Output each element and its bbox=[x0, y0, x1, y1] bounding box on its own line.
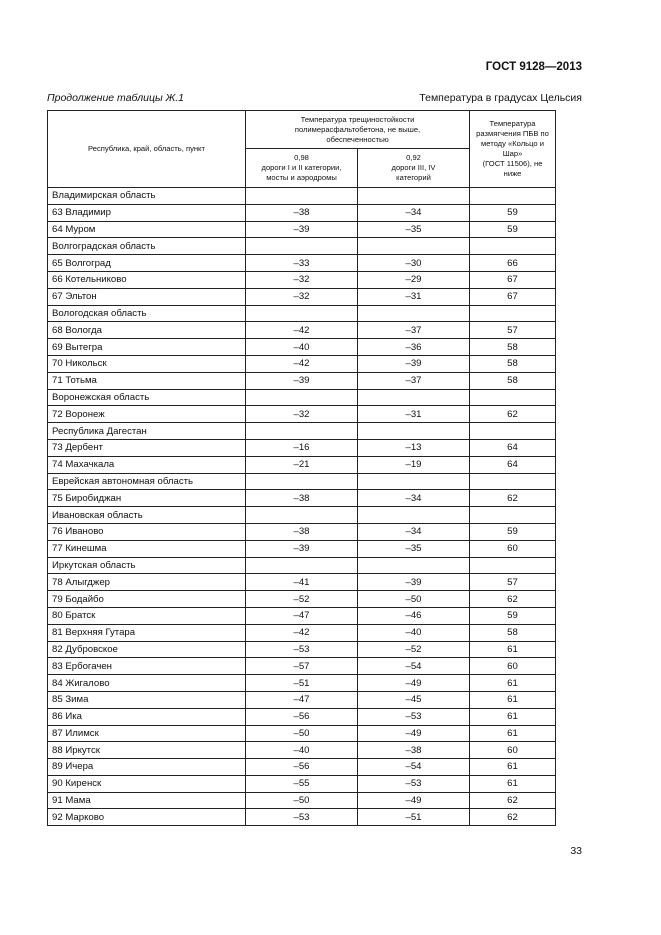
row-name-cell: 76 Иваново bbox=[48, 523, 246, 540]
softening-point-cell: 62 bbox=[470, 591, 556, 608]
row-name-cell: 87 Илимск bbox=[48, 725, 246, 742]
softening-point-cell bbox=[470, 305, 556, 322]
value-098-cell: –32 bbox=[246, 271, 358, 288]
value-098-cell: –33 bbox=[246, 255, 358, 272]
table-row bbox=[48, 507, 556, 524]
value-092-cell: –54 bbox=[358, 658, 470, 675]
row-name-cell: 78 Алыгджер bbox=[48, 574, 246, 591]
table-row bbox=[48, 708, 556, 725]
table-row bbox=[48, 255, 556, 272]
table-row bbox=[48, 305, 556, 322]
value-098-cell: –50 bbox=[246, 792, 358, 809]
softening-point-cell bbox=[470, 423, 556, 440]
value-092-cell: –40 bbox=[358, 624, 470, 641]
row-name-cell: 63 Владимир bbox=[48, 204, 246, 221]
table-row bbox=[48, 557, 556, 574]
table-row bbox=[48, 355, 556, 372]
softening-point-cell: 59 bbox=[470, 221, 556, 238]
value-098-cell bbox=[246, 389, 358, 406]
value-098-cell: –39 bbox=[246, 221, 358, 238]
table-row bbox=[48, 540, 556, 557]
row-name-cell: 68 Вологда bbox=[48, 322, 246, 339]
value-098-cell: –21 bbox=[246, 456, 358, 473]
row-name-cell: 73 Дербент bbox=[48, 439, 246, 456]
row-name-cell: 74 Махачкала bbox=[48, 456, 246, 473]
value-098-cell: –41 bbox=[246, 574, 358, 591]
softening-point-cell: 64 bbox=[470, 439, 556, 456]
header-crack-resistance-text: Температура трещиностойкости полимерасфальтобетона, не выше, обеспеченностью bbox=[294, 114, 421, 144]
table-row bbox=[48, 607, 556, 624]
value-098-cell: –39 bbox=[246, 540, 358, 557]
table-row bbox=[48, 775, 556, 792]
table-row bbox=[48, 271, 556, 288]
value-092-cell: –46 bbox=[358, 607, 470, 624]
value-098-cell: –32 bbox=[246, 406, 358, 423]
value-098-cell: –53 bbox=[246, 641, 358, 658]
value-092-cell: –35 bbox=[358, 540, 470, 557]
softening-point-cell: 62 bbox=[470, 490, 556, 507]
header-probability-092-text: 0,92 дороги III, IV категорий bbox=[391, 153, 436, 182]
value-098-cell: –53 bbox=[246, 809, 358, 826]
header-region: Республика, край, область, пункт bbox=[48, 111, 246, 188]
row-name-cell: 72 Воронеж bbox=[48, 406, 246, 423]
page-number: 33 bbox=[570, 845, 582, 857]
softening-point-cell: 58 bbox=[470, 339, 556, 356]
table-row bbox=[48, 204, 556, 221]
value-092-cell: –19 bbox=[358, 456, 470, 473]
table-row bbox=[48, 809, 556, 826]
table-row bbox=[48, 759, 556, 776]
value-098-cell: –38 bbox=[246, 490, 358, 507]
value-098-cell bbox=[246, 188, 358, 205]
softening-point-cell bbox=[470, 557, 556, 574]
row-name-cell: 75 Биробиджан bbox=[48, 490, 246, 507]
value-092-cell bbox=[358, 389, 470, 406]
header-crack-resistance bbox=[246, 111, 470, 149]
softening-point-cell: 61 bbox=[470, 691, 556, 708]
row-name-cell: 85 Зима bbox=[48, 691, 246, 708]
header-softening-point-text: Температура размягчения ПБВ по методу «Кольцо и Шар» (ГОСТ 11506), не ниже bbox=[476, 119, 549, 178]
table-row bbox=[48, 423, 556, 440]
value-098-cell: –56 bbox=[246, 708, 358, 725]
value-092-cell: –34 bbox=[358, 204, 470, 221]
table-row bbox=[48, 339, 556, 356]
row-name-cell: 64 Муром bbox=[48, 221, 246, 238]
softening-point-cell: 61 bbox=[470, 775, 556, 792]
value-092-cell bbox=[358, 507, 470, 524]
value-098-cell bbox=[246, 305, 358, 322]
table-row bbox=[48, 406, 556, 423]
softening-point-cell: 58 bbox=[470, 355, 556, 372]
row-name-cell: Воронежская область bbox=[48, 389, 246, 406]
header-probability-098-text: 0,98 дороги I и II категории, мосты и аэродромы bbox=[261, 153, 342, 182]
value-092-cell: –34 bbox=[358, 523, 470, 540]
row-name-cell: 67 Эльтон bbox=[48, 288, 246, 305]
softening-point-cell bbox=[470, 188, 556, 205]
value-092-cell bbox=[358, 188, 470, 205]
value-092-cell: –52 bbox=[358, 641, 470, 658]
table-row bbox=[48, 523, 556, 540]
value-098-cell: –57 bbox=[246, 658, 358, 675]
row-name-cell: 80 Братск bbox=[48, 607, 246, 624]
value-098-cell bbox=[246, 238, 358, 255]
value-092-cell: –51 bbox=[358, 809, 470, 826]
temperature-table bbox=[47, 110, 556, 826]
value-092-cell bbox=[358, 473, 470, 490]
value-098-cell: –47 bbox=[246, 607, 358, 624]
value-098-cell: –38 bbox=[246, 523, 358, 540]
value-092-cell: –39 bbox=[358, 355, 470, 372]
row-name-cell: Волгоградская область bbox=[48, 238, 246, 255]
value-092-cell: –37 bbox=[358, 322, 470, 339]
row-name-cell: 84 Жигалово bbox=[48, 675, 246, 692]
table-row bbox=[48, 221, 556, 238]
row-name-cell: Ивановская область bbox=[48, 507, 246, 524]
row-name-cell: 79 Бодайбо bbox=[48, 591, 246, 608]
value-098-cell: –40 bbox=[246, 339, 358, 356]
value-098-cell: –42 bbox=[246, 355, 358, 372]
value-098-cell: –42 bbox=[246, 322, 358, 339]
table-row bbox=[48, 456, 556, 473]
softening-point-cell: 67 bbox=[470, 288, 556, 305]
value-098-cell: –56 bbox=[246, 759, 358, 776]
table-row bbox=[48, 188, 556, 205]
value-098-cell: –16 bbox=[246, 439, 358, 456]
softening-point-cell: 59 bbox=[470, 523, 556, 540]
softening-point-cell: 62 bbox=[470, 406, 556, 423]
row-name-cell: Иркутская область bbox=[48, 557, 246, 574]
row-name-cell: 83 Ербогачен bbox=[48, 658, 246, 675]
header-softening-point bbox=[470, 111, 556, 188]
value-092-cell: –30 bbox=[358, 255, 470, 272]
softening-point-cell bbox=[470, 238, 556, 255]
value-098-cell: –40 bbox=[246, 742, 358, 759]
value-092-cell: –54 bbox=[358, 759, 470, 776]
softening-point-cell: 61 bbox=[470, 708, 556, 725]
row-name-cell: Вологодская область bbox=[48, 305, 246, 322]
softening-point-cell: 59 bbox=[470, 204, 556, 221]
value-092-cell bbox=[358, 423, 470, 440]
value-092-cell: –34 bbox=[358, 490, 470, 507]
value-092-cell bbox=[358, 557, 470, 574]
table-row bbox=[48, 725, 556, 742]
table-row bbox=[48, 591, 556, 608]
value-092-cell: –49 bbox=[358, 725, 470, 742]
value-092-cell: –36 bbox=[358, 339, 470, 356]
value-098-cell: –52 bbox=[246, 591, 358, 608]
softening-point-cell: 57 bbox=[470, 574, 556, 591]
value-098-cell bbox=[246, 507, 358, 524]
value-092-cell: –45 bbox=[358, 691, 470, 708]
value-092-cell: –50 bbox=[358, 591, 470, 608]
softening-point-cell bbox=[470, 507, 556, 524]
row-name-cell: 66 Котельниково bbox=[48, 271, 246, 288]
softening-point-cell: 62 bbox=[470, 809, 556, 826]
row-name-cell: 89 Ичера bbox=[48, 759, 246, 776]
row-name-cell: 70 Никольск bbox=[48, 355, 246, 372]
value-092-cell: –53 bbox=[358, 775, 470, 792]
document-code: ГОСТ 9128—2013 bbox=[485, 61, 582, 73]
value-098-cell: –42 bbox=[246, 624, 358, 641]
table-row bbox=[48, 238, 556, 255]
row-name-cell: 81 Верхняя Гутара bbox=[48, 624, 246, 641]
softening-point-cell bbox=[470, 473, 556, 490]
softening-point-cell: 61 bbox=[470, 759, 556, 776]
row-name-cell: 71 Тотьма bbox=[48, 372, 246, 389]
softening-point-cell: 61 bbox=[470, 725, 556, 742]
value-098-cell: –38 bbox=[246, 204, 358, 221]
row-name-cell: 82 Дубровское bbox=[48, 641, 246, 658]
value-092-cell: –49 bbox=[358, 792, 470, 809]
value-092-cell: –53 bbox=[358, 708, 470, 725]
table-row bbox=[48, 288, 556, 305]
table-row bbox=[48, 792, 556, 809]
row-name-cell: Республика Дагестан bbox=[48, 423, 246, 440]
table-row bbox=[48, 691, 556, 708]
table-row bbox=[48, 624, 556, 641]
softening-point-cell: 64 bbox=[470, 456, 556, 473]
softening-point-cell: 58 bbox=[470, 624, 556, 641]
table-row bbox=[48, 641, 556, 658]
value-098-cell bbox=[246, 557, 358, 574]
row-name-cell: 92 Марково bbox=[48, 809, 246, 826]
table-row bbox=[48, 389, 556, 406]
row-name-cell: 91 Мама bbox=[48, 792, 246, 809]
row-name-cell: 69 Вытегра bbox=[48, 339, 246, 356]
softening-point-cell: 61 bbox=[470, 641, 556, 658]
value-092-cell: –39 bbox=[358, 574, 470, 591]
softening-point-cell: 67 bbox=[470, 271, 556, 288]
value-098-cell bbox=[246, 423, 358, 440]
value-092-cell: –13 bbox=[358, 439, 470, 456]
table-row bbox=[48, 658, 556, 675]
value-092-cell: –49 bbox=[358, 675, 470, 692]
header-probability-092 bbox=[358, 149, 470, 188]
value-092-cell: –37 bbox=[358, 372, 470, 389]
value-092-cell: –38 bbox=[358, 742, 470, 759]
value-092-cell: –35 bbox=[358, 221, 470, 238]
softening-point-cell: 59 bbox=[470, 607, 556, 624]
softening-point-cell: 60 bbox=[470, 540, 556, 557]
table-row bbox=[48, 574, 556, 591]
row-name-cell: 90 Киренск bbox=[48, 775, 246, 792]
softening-point-cell bbox=[470, 389, 556, 406]
value-098-cell: –47 bbox=[246, 691, 358, 708]
units-note: Температура в градусах Цельсия bbox=[419, 92, 582, 104]
value-098-cell: –55 bbox=[246, 775, 358, 792]
softening-point-cell: 60 bbox=[470, 742, 556, 759]
row-name-cell: Владимирская область bbox=[48, 188, 246, 205]
table-row bbox=[48, 490, 556, 507]
value-098-cell: –51 bbox=[246, 675, 358, 692]
value-092-cell bbox=[358, 238, 470, 255]
row-name-cell: 86 Ика bbox=[48, 708, 246, 725]
table-row bbox=[48, 473, 556, 490]
table-continuation-caption: Продолжение таблицы Ж.1 bbox=[47, 92, 184, 104]
table-row bbox=[48, 322, 556, 339]
value-092-cell bbox=[358, 305, 470, 322]
value-098-cell: –50 bbox=[246, 725, 358, 742]
softening-point-cell: 62 bbox=[470, 792, 556, 809]
row-name-cell: 88 Иркутск bbox=[48, 742, 246, 759]
table-row bbox=[48, 675, 556, 692]
softening-point-cell: 60 bbox=[470, 658, 556, 675]
table-row bbox=[48, 372, 556, 389]
softening-point-cell: 57 bbox=[470, 322, 556, 339]
value-098-cell: –32 bbox=[246, 288, 358, 305]
value-098-cell: –39 bbox=[246, 372, 358, 389]
value-098-cell bbox=[246, 473, 358, 490]
table-body bbox=[48, 188, 556, 826]
row-name-cell: 77 Кинешма bbox=[48, 540, 246, 557]
row-name-cell: 65 Волгоград bbox=[48, 255, 246, 272]
header-probability-098 bbox=[246, 149, 358, 188]
value-092-cell: –29 bbox=[358, 271, 470, 288]
softening-point-cell: 66 bbox=[470, 255, 556, 272]
softening-point-cell: 58 bbox=[470, 372, 556, 389]
value-092-cell: –31 bbox=[358, 406, 470, 423]
row-name-cell: Еврейская автономная область bbox=[48, 473, 246, 490]
softening-point-cell: 61 bbox=[470, 675, 556, 692]
table-row bbox=[48, 742, 556, 759]
table-row bbox=[48, 439, 556, 456]
value-092-cell: –31 bbox=[358, 288, 470, 305]
